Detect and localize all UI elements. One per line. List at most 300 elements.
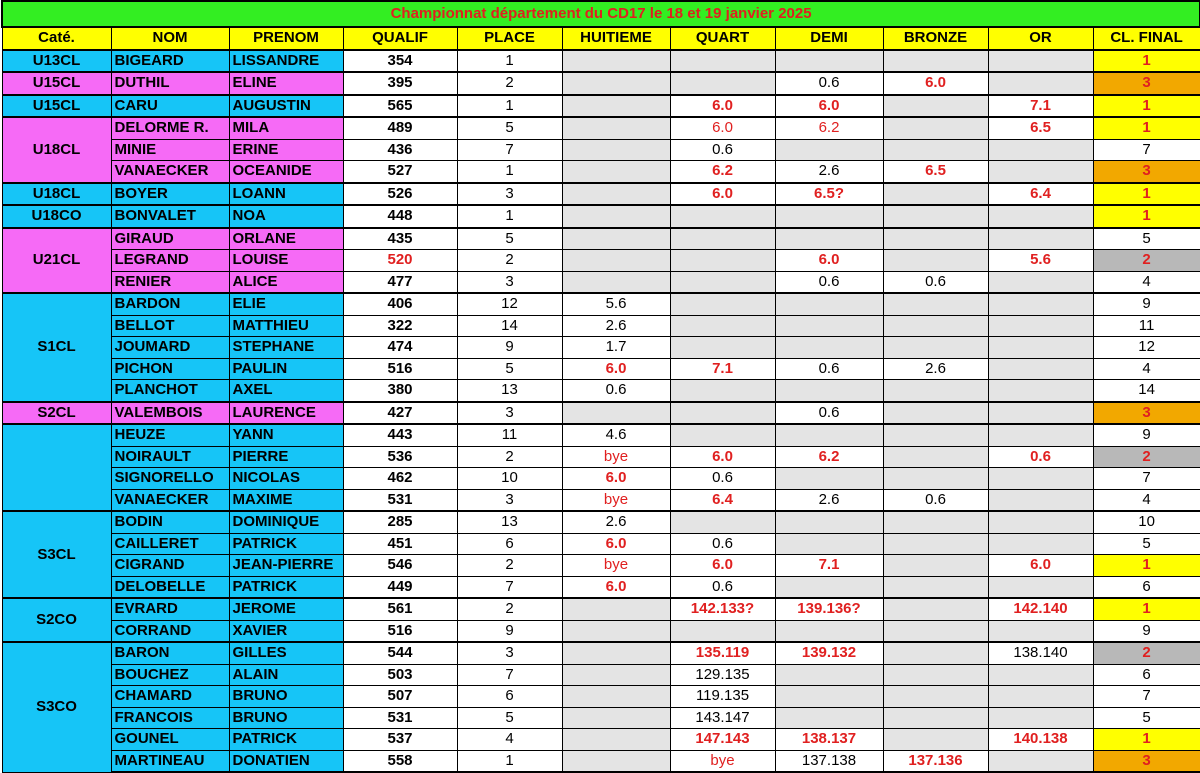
nom-cell: BODIN xyxy=(111,511,229,533)
place-cell: 12 xyxy=(457,293,562,315)
bronze-cell xyxy=(883,598,988,620)
nom-cell: BELLOT xyxy=(111,315,229,337)
prenom-cell: ELINE xyxy=(229,72,343,95)
or-cell: 6.5 xyxy=(988,117,1093,139)
huitieme-cell: 2.6 xyxy=(562,315,670,337)
nom-cell: HEUZE xyxy=(111,424,229,446)
quart-cell: 6.0 xyxy=(670,446,775,468)
or-cell xyxy=(988,424,1093,446)
table-row xyxy=(2,205,1200,228)
or-cell xyxy=(988,664,1093,686)
place-cell: 13 xyxy=(457,380,562,402)
qualif-cell: 449 xyxy=(343,576,457,598)
final-rank-cell: 7 xyxy=(1093,139,1200,161)
nom-cell: RENIER xyxy=(111,271,229,293)
prenom-cell: ELIE xyxy=(229,293,343,315)
prenom-cell: LOANN xyxy=(229,183,343,206)
final-rank-cell: 3 xyxy=(1093,750,1200,772)
table-row xyxy=(2,337,1200,359)
qualif-cell: 520 xyxy=(343,250,457,272)
quart-cell: 6.0 xyxy=(670,183,775,206)
header-bronze: BRONZE xyxy=(883,27,988,50)
huitieme-cell xyxy=(562,117,670,139)
quart-cell xyxy=(670,50,775,73)
table-row xyxy=(2,117,1200,139)
huitieme-cell: 6.0 xyxy=(562,576,670,598)
prenom-cell: PAULIN xyxy=(229,358,343,380)
prenom-cell: PATRICK xyxy=(229,576,343,598)
nom-cell: NOIRAULT xyxy=(111,446,229,468)
qualif-cell: 537 xyxy=(343,729,457,751)
demi-cell xyxy=(775,337,883,359)
place-cell: 5 xyxy=(457,707,562,729)
place-cell: 2 xyxy=(457,598,562,620)
huitieme-cell xyxy=(562,729,670,751)
huitieme-cell xyxy=(562,50,670,73)
final-rank-cell: 1 xyxy=(1093,183,1200,206)
huitieme-cell xyxy=(562,271,670,293)
bronze-cell xyxy=(883,250,988,272)
huitieme-cell: 5.6 xyxy=(562,293,670,315)
final-rank-cell: 2 xyxy=(1093,642,1200,664)
final-rank-cell: 2 xyxy=(1093,250,1200,272)
or-cell xyxy=(988,489,1093,511)
qualif-cell: 435 xyxy=(343,228,457,250)
huitieme-cell: 2.6 xyxy=(562,511,670,533)
final-rank-cell: 11 xyxy=(1093,315,1200,337)
qualif-cell: 451 xyxy=(343,533,457,555)
place-cell: 1 xyxy=(457,205,562,228)
nom-cell: FRANCOIS xyxy=(111,707,229,729)
demi-cell xyxy=(775,707,883,729)
quart-cell xyxy=(670,380,775,402)
demi-cell: 6.2 xyxy=(775,117,883,139)
demi-cell xyxy=(775,533,883,555)
table-row xyxy=(2,161,1200,183)
place-cell: 5 xyxy=(457,358,562,380)
or-cell xyxy=(988,139,1093,161)
quart-cell: 147.143 xyxy=(670,729,775,751)
or-cell xyxy=(988,205,1093,228)
demi-cell: 6.2 xyxy=(775,446,883,468)
table-row xyxy=(2,642,1200,664)
place-cell: 2 xyxy=(457,72,562,95)
category-cell: S3CL xyxy=(2,511,111,598)
qualif-cell: 448 xyxy=(343,205,457,228)
prenom-cell: ERINE xyxy=(229,139,343,161)
header-nom: NOM xyxy=(111,27,229,50)
prenom-cell: JEROME xyxy=(229,598,343,620)
demi-cell xyxy=(775,686,883,708)
huitieme-cell: bye xyxy=(562,555,670,577)
nom-cell: BONVALET xyxy=(111,205,229,228)
nom-cell: CHAMARD xyxy=(111,686,229,708)
header-prenom: PRENOM xyxy=(229,27,343,50)
header-demi: DEMI xyxy=(775,27,883,50)
quart-cell: 119.135 xyxy=(670,686,775,708)
qualif-cell: 443 xyxy=(343,424,457,446)
bronze-cell xyxy=(883,315,988,337)
place-cell: 5 xyxy=(457,117,562,139)
header-cate: Caté. xyxy=(2,27,111,50)
or-cell xyxy=(988,707,1093,729)
qualif-cell: 531 xyxy=(343,489,457,511)
or-cell xyxy=(988,576,1093,598)
qualif-cell: 285 xyxy=(343,511,457,533)
prenom-cell: LISSANDRE xyxy=(229,50,343,73)
demi-cell xyxy=(775,424,883,446)
quart-cell xyxy=(670,402,775,425)
place-cell: 7 xyxy=(457,576,562,598)
final-rank-cell: 1 xyxy=(1093,729,1200,751)
nom-cell: MINIE xyxy=(111,139,229,161)
huitieme-cell xyxy=(562,686,670,708)
nom-cell: EVRARD xyxy=(111,598,229,620)
table-row xyxy=(2,380,1200,402)
table-row xyxy=(2,489,1200,511)
huitieme-cell xyxy=(562,664,670,686)
nom-cell: BARDON xyxy=(111,293,229,315)
category-cell: U15CL xyxy=(2,95,111,118)
nom-cell: MARTINEAU xyxy=(111,750,229,772)
demi-cell xyxy=(775,315,883,337)
qualif-cell: 536 xyxy=(343,446,457,468)
or-cell: 7.1 xyxy=(988,95,1093,118)
demi-cell xyxy=(775,511,883,533)
quart-cell: 6.0 xyxy=(670,95,775,118)
table-row xyxy=(2,271,1200,293)
table-row xyxy=(2,139,1200,161)
table-row xyxy=(2,533,1200,555)
quart-cell: 142.133? xyxy=(670,598,775,620)
huitieme-cell: 4.6 xyxy=(562,424,670,446)
prenom-cell: MILA xyxy=(229,117,343,139)
huitieme-cell xyxy=(562,402,670,425)
or-cell xyxy=(988,337,1093,359)
place-cell: 10 xyxy=(457,468,562,490)
category-cell: U18CL xyxy=(2,183,111,206)
quart-cell xyxy=(670,228,775,250)
nom-cell: PLANCHOT xyxy=(111,380,229,402)
nom-cell: BOUCHEZ xyxy=(111,664,229,686)
prenom-cell: XAVIER xyxy=(229,620,343,642)
table-row xyxy=(2,750,1200,772)
quart-cell: 7.1 xyxy=(670,358,775,380)
nom-cell: VALEMBOIS xyxy=(111,402,229,425)
demi-cell xyxy=(775,228,883,250)
or-cell xyxy=(988,750,1093,772)
qualif-cell: 322 xyxy=(343,315,457,337)
huitieme-cell xyxy=(562,205,670,228)
header-qualif: QUALIF xyxy=(343,27,457,50)
quart-cell: bye xyxy=(670,750,775,772)
bronze-cell: 6.0 xyxy=(883,72,988,95)
bronze-cell: 6.5 xyxy=(883,161,988,183)
nom-cell: BARON xyxy=(111,642,229,664)
table-row xyxy=(2,424,1200,446)
huitieme-cell xyxy=(562,95,670,118)
category-cell xyxy=(2,424,111,511)
quart-cell: 135.119 xyxy=(670,642,775,664)
demi-cell: 0.6 xyxy=(775,358,883,380)
table-row xyxy=(2,446,1200,468)
place-cell: 1 xyxy=(457,50,562,73)
or-cell xyxy=(988,380,1093,402)
table-row xyxy=(2,228,1200,250)
demi-cell xyxy=(775,468,883,490)
quart-cell: 0.6 xyxy=(670,139,775,161)
nom-cell: SIGNORELLO xyxy=(111,468,229,490)
demi-cell xyxy=(775,205,883,228)
final-rank-cell: 6 xyxy=(1093,664,1200,686)
nom-cell: DUTHIL xyxy=(111,72,229,95)
quart-cell: 143.147 xyxy=(670,707,775,729)
or-cell xyxy=(988,620,1093,642)
place-cell: 7 xyxy=(457,664,562,686)
bronze-cell xyxy=(883,50,988,73)
quart-cell xyxy=(670,205,775,228)
place-cell: 5 xyxy=(457,228,562,250)
or-cell: 0.6 xyxy=(988,446,1093,468)
quart-cell xyxy=(670,72,775,95)
table-row xyxy=(2,183,1200,206)
place-cell: 2 xyxy=(457,446,562,468)
or-cell: 140.138 xyxy=(988,729,1093,751)
bronze-cell xyxy=(883,228,988,250)
prenom-cell: ALICE xyxy=(229,271,343,293)
huitieme-cell: 1.7 xyxy=(562,337,670,359)
place-cell: 3 xyxy=(457,183,562,206)
qualif-cell: 558 xyxy=(343,750,457,772)
prenom-cell: AXEL xyxy=(229,380,343,402)
huitieme-cell xyxy=(562,598,670,620)
quart-cell: 0.6 xyxy=(670,576,775,598)
qualif-cell: 474 xyxy=(343,337,457,359)
demi-cell xyxy=(775,620,883,642)
nom-cell: JOUMARD xyxy=(111,337,229,359)
or-cell xyxy=(988,50,1093,73)
place-cell: 6 xyxy=(457,686,562,708)
category-cell: S1CL xyxy=(2,293,111,402)
header-or: OR xyxy=(988,27,1093,50)
place-cell: 2 xyxy=(457,555,562,577)
qualif-cell: 527 xyxy=(343,161,457,183)
header-quart: QUART xyxy=(670,27,775,50)
final-rank-cell: 2 xyxy=(1093,446,1200,468)
final-rank-cell: 5 xyxy=(1093,533,1200,555)
bronze-cell: 0.6 xyxy=(883,489,988,511)
or-cell xyxy=(988,511,1093,533)
nom-cell: VANAECKER xyxy=(111,489,229,511)
final-rank-cell: 4 xyxy=(1093,358,1200,380)
or-cell xyxy=(988,72,1093,95)
quart-cell xyxy=(670,424,775,446)
bronze-cell xyxy=(883,555,988,577)
final-rank-cell: 3 xyxy=(1093,161,1200,183)
final-rank-cell: 1 xyxy=(1093,117,1200,139)
bronze-cell: 2.6 xyxy=(883,358,988,380)
quart-cell xyxy=(670,337,775,359)
qualif-cell: 380 xyxy=(343,380,457,402)
results-table xyxy=(1,0,1200,773)
demi-cell: 139.132 xyxy=(775,642,883,664)
huitieme-cell: bye xyxy=(562,446,670,468)
qualif-cell: 546 xyxy=(343,555,457,577)
table-row xyxy=(2,95,1200,118)
prenom-cell: BRUNO xyxy=(229,686,343,708)
table-row xyxy=(2,664,1200,686)
huitieme-cell xyxy=(562,620,670,642)
huitieme-cell: 6.0 xyxy=(562,468,670,490)
qualif-cell: 526 xyxy=(343,183,457,206)
table-row xyxy=(2,686,1200,708)
final-rank-cell: 3 xyxy=(1093,402,1200,425)
final-rank-cell: 9 xyxy=(1093,620,1200,642)
qualif-cell: 503 xyxy=(343,664,457,686)
bronze-cell xyxy=(883,293,988,315)
final-rank-cell: 3 xyxy=(1093,72,1200,95)
nom-cell: PICHON xyxy=(111,358,229,380)
quart-cell xyxy=(670,250,775,272)
final-rank-cell: 1 xyxy=(1093,555,1200,577)
table-row xyxy=(2,72,1200,95)
bronze-cell xyxy=(883,468,988,490)
demi-cell: 2.6 xyxy=(775,161,883,183)
final-rank-cell: 1 xyxy=(1093,205,1200,228)
category-cell: S2CO xyxy=(2,598,111,642)
prenom-cell: NOA xyxy=(229,205,343,228)
or-cell: 142.140 xyxy=(988,598,1093,620)
table-row xyxy=(2,729,1200,751)
final-rank-cell: 9 xyxy=(1093,424,1200,446)
table-row xyxy=(2,402,1200,425)
category-cell: U18CL xyxy=(2,117,111,183)
qualif-cell: 516 xyxy=(343,620,457,642)
quart-cell xyxy=(670,315,775,337)
or-cell xyxy=(988,686,1093,708)
nom-cell: VANAECKER xyxy=(111,161,229,183)
bronze-cell xyxy=(883,729,988,751)
bronze-cell xyxy=(883,533,988,555)
page-title: Championnat département du CD17 le 18 et 19 janvier 2025 xyxy=(2,1,1200,27)
qualif-cell: 489 xyxy=(343,117,457,139)
nom-cell: BOYER xyxy=(111,183,229,206)
prenom-cell: AUGUSTIN xyxy=(229,95,343,118)
place-cell: 3 xyxy=(457,642,562,664)
final-rank-cell: 5 xyxy=(1093,707,1200,729)
bronze-cell: 137.136 xyxy=(883,750,988,772)
qualif-cell: 427 xyxy=(343,402,457,425)
prenom-cell: MAXIME xyxy=(229,489,343,511)
nom-cell: DELORME R. xyxy=(111,117,229,139)
or-cell xyxy=(988,271,1093,293)
demi-cell: 7.1 xyxy=(775,555,883,577)
quart-cell: 0.6 xyxy=(670,468,775,490)
qualif-cell: 516 xyxy=(343,358,457,380)
nom-cell: LEGRAND xyxy=(111,250,229,272)
quart-cell: 6.4 xyxy=(670,489,775,511)
qualif-cell: 565 xyxy=(343,95,457,118)
qualif-cell: 354 xyxy=(343,50,457,73)
table-row xyxy=(2,511,1200,533)
qualif-cell: 531 xyxy=(343,707,457,729)
huitieme-cell xyxy=(562,250,670,272)
nom-cell: CORRAND xyxy=(111,620,229,642)
final-rank-cell: 5 xyxy=(1093,228,1200,250)
place-cell: 1 xyxy=(457,750,562,772)
or-cell: 138.140 xyxy=(988,642,1093,664)
quart-cell xyxy=(670,511,775,533)
final-rank-cell: 1 xyxy=(1093,598,1200,620)
place-cell: 3 xyxy=(457,402,562,425)
bronze-cell: 0.6 xyxy=(883,271,988,293)
huitieme-cell: 0.6 xyxy=(562,380,670,402)
prenom-cell: BRUNO xyxy=(229,707,343,729)
or-cell xyxy=(988,228,1093,250)
bronze-cell xyxy=(883,95,988,118)
final-rank-cell: 4 xyxy=(1093,489,1200,511)
or-cell: 6.4 xyxy=(988,183,1093,206)
table-row xyxy=(2,707,1200,729)
quart-cell: 6.2 xyxy=(670,161,775,183)
huitieme-cell xyxy=(562,707,670,729)
huitieme-cell xyxy=(562,161,670,183)
qualif-cell: 544 xyxy=(343,642,457,664)
or-cell: 5.6 xyxy=(988,250,1093,272)
place-cell: 1 xyxy=(457,95,562,118)
category-cell: U13CL xyxy=(2,50,111,73)
or-cell xyxy=(988,402,1093,425)
prenom-cell: OCEANIDE xyxy=(229,161,343,183)
table-row xyxy=(2,358,1200,380)
huitieme-cell xyxy=(562,642,670,664)
qualif-cell: 507 xyxy=(343,686,457,708)
quart-cell: 0.6 xyxy=(670,533,775,555)
nom-cell: GIRAUD xyxy=(111,228,229,250)
huitieme-cell: bye xyxy=(562,489,670,511)
place-cell: 4 xyxy=(457,729,562,751)
bronze-cell xyxy=(883,620,988,642)
table-row xyxy=(2,598,1200,620)
final-rank-cell: 7 xyxy=(1093,686,1200,708)
place-cell: 9 xyxy=(457,620,562,642)
huitieme-cell xyxy=(562,183,670,206)
table-row xyxy=(2,315,1200,337)
nom-cell: CIGRAND xyxy=(111,555,229,577)
demi-cell: 6.0 xyxy=(775,95,883,118)
prenom-cell: ORLANE xyxy=(229,228,343,250)
qualif-cell: 395 xyxy=(343,72,457,95)
bronze-cell xyxy=(883,424,988,446)
huitieme-cell xyxy=(562,72,670,95)
bronze-cell xyxy=(883,205,988,228)
table-row xyxy=(2,250,1200,272)
table-row xyxy=(2,293,1200,315)
demi-cell: 6.0 xyxy=(775,250,883,272)
or-cell xyxy=(988,358,1093,380)
nom-cell: DELOBELLE xyxy=(111,576,229,598)
header-row xyxy=(2,27,1200,50)
demi-cell: 0.6 xyxy=(775,72,883,95)
prenom-cell: NICOLAS xyxy=(229,468,343,490)
quart-cell xyxy=(670,293,775,315)
category-cell: U21CL xyxy=(2,228,111,294)
category-cell: S2CL xyxy=(2,402,111,425)
demi-cell: 2.6 xyxy=(775,489,883,511)
nom-cell: CAILLERET xyxy=(111,533,229,555)
final-rank-cell: 7 xyxy=(1093,468,1200,490)
qualif-cell: 561 xyxy=(343,598,457,620)
